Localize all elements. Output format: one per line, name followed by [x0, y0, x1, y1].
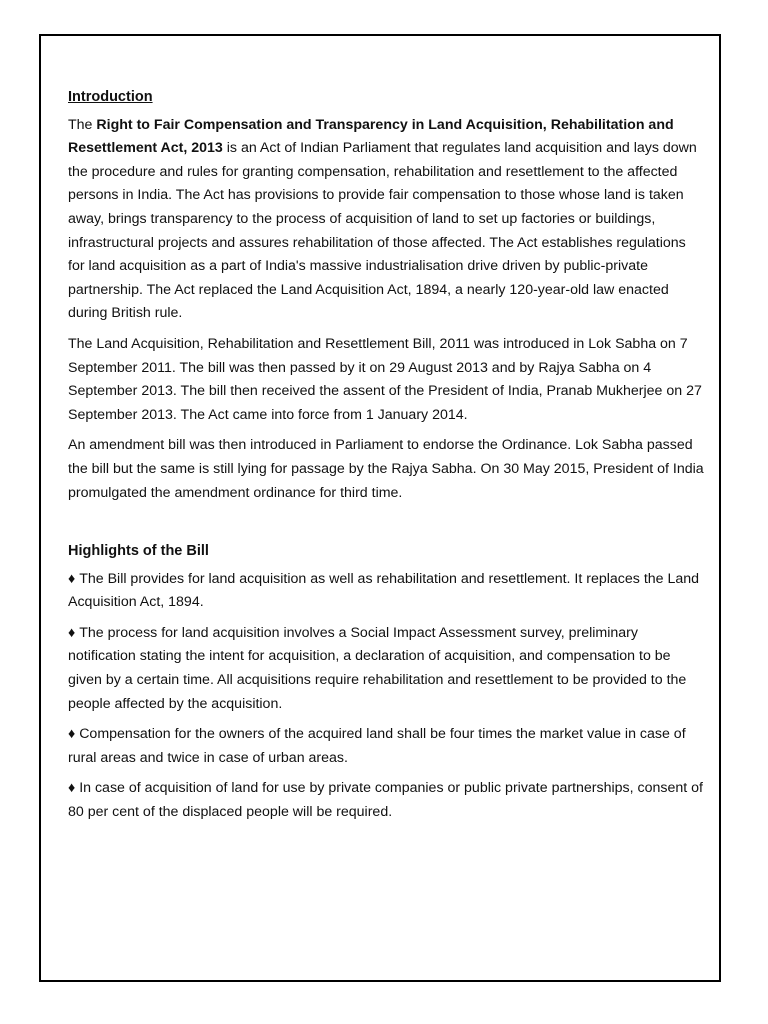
highlight-item: ♦ The process for land acquisition involves a Social Impact Assessment survey, preliminary notification stating the intent for acquisition, a declaration of acquisition, and compensation to be given by a certain time. All acquisitions require rehabilitation and resettlement to be provided to the people affected by the acquisition.: [68, 622, 704, 716]
intro-paragraph-1: [68, 114, 704, 326]
introduction-heading: Introduction: [68, 89, 153, 105]
section-spacer: [68, 512, 704, 540]
intro-paragraph-2: The Land Acquisition, Rehabilitation and Resettlement Bill, 2011 was introduced in Lok Sabha on 7 September 2011. The bill was then passed by it on 29 August 2013 and by Rajya Sabha on 4 September 2013. The bill then received the assent of the President of India, Pranab Mukherjee on 27 September 2013. The Act came into force from 1 January 2014.: [68, 335, 702, 423]
highlight-item: ♦ The Bill provides for land acquisition as well as rehabilitation and resettlement. It replaces the Land Acquisition Act, 1894.: [68, 568, 704, 615]
intro-paragraph-3: An amendment bill was then introduced in Parliament to endorse the Ordinance. Lok Sabha passed the bill but the same is still lying for passage by the Rajya Sabha. On 30 May 2015, President of India promulgated the amendment ordinance for third time.: [68, 437, 704, 501]
highlight-item: ♦ Compensation for the owners of the acquired land shall be four times the market value in case of rural areas and twice in case of urban areas.: [68, 723, 704, 770]
act-title: Right to Fair Compensation and Transparency in Land Acquisition, Rehabilitation and Resettlement Act, 2013: [68, 116, 674, 157]
document-body: [68, 86, 704, 832]
highlights-heading: Highlights of the Bill: [68, 543, 209, 560]
highlight-item: ♦ In case of acquisition of land for use by private companies or public private partnerships, consent of 80 per cent of the displaced people will be required.: [68, 777, 704, 824]
intro-p1-body: is an Act of Indian Parliament that regulates land acquisition and lays down the procedure and rules for granting compensation, rehabilitation and resettlement to the affected persons in India. The Act has provisions to provide fair compensation to those whose land is taken away, brings transparency to the process of acquisition of land to set up factories or buildings, infrastructural projects and assures rehabilitation of those affected. The Act establishes regulations for land acquisition as a part of India's massive industrialisation drive driven by public-private partnership. The Act replaced the Land Acquisition Act, 1894, a nearly 120-year-old law enacted during British rule.: [68, 140, 697, 322]
intro-p1-lead: The: [68, 116, 97, 133]
